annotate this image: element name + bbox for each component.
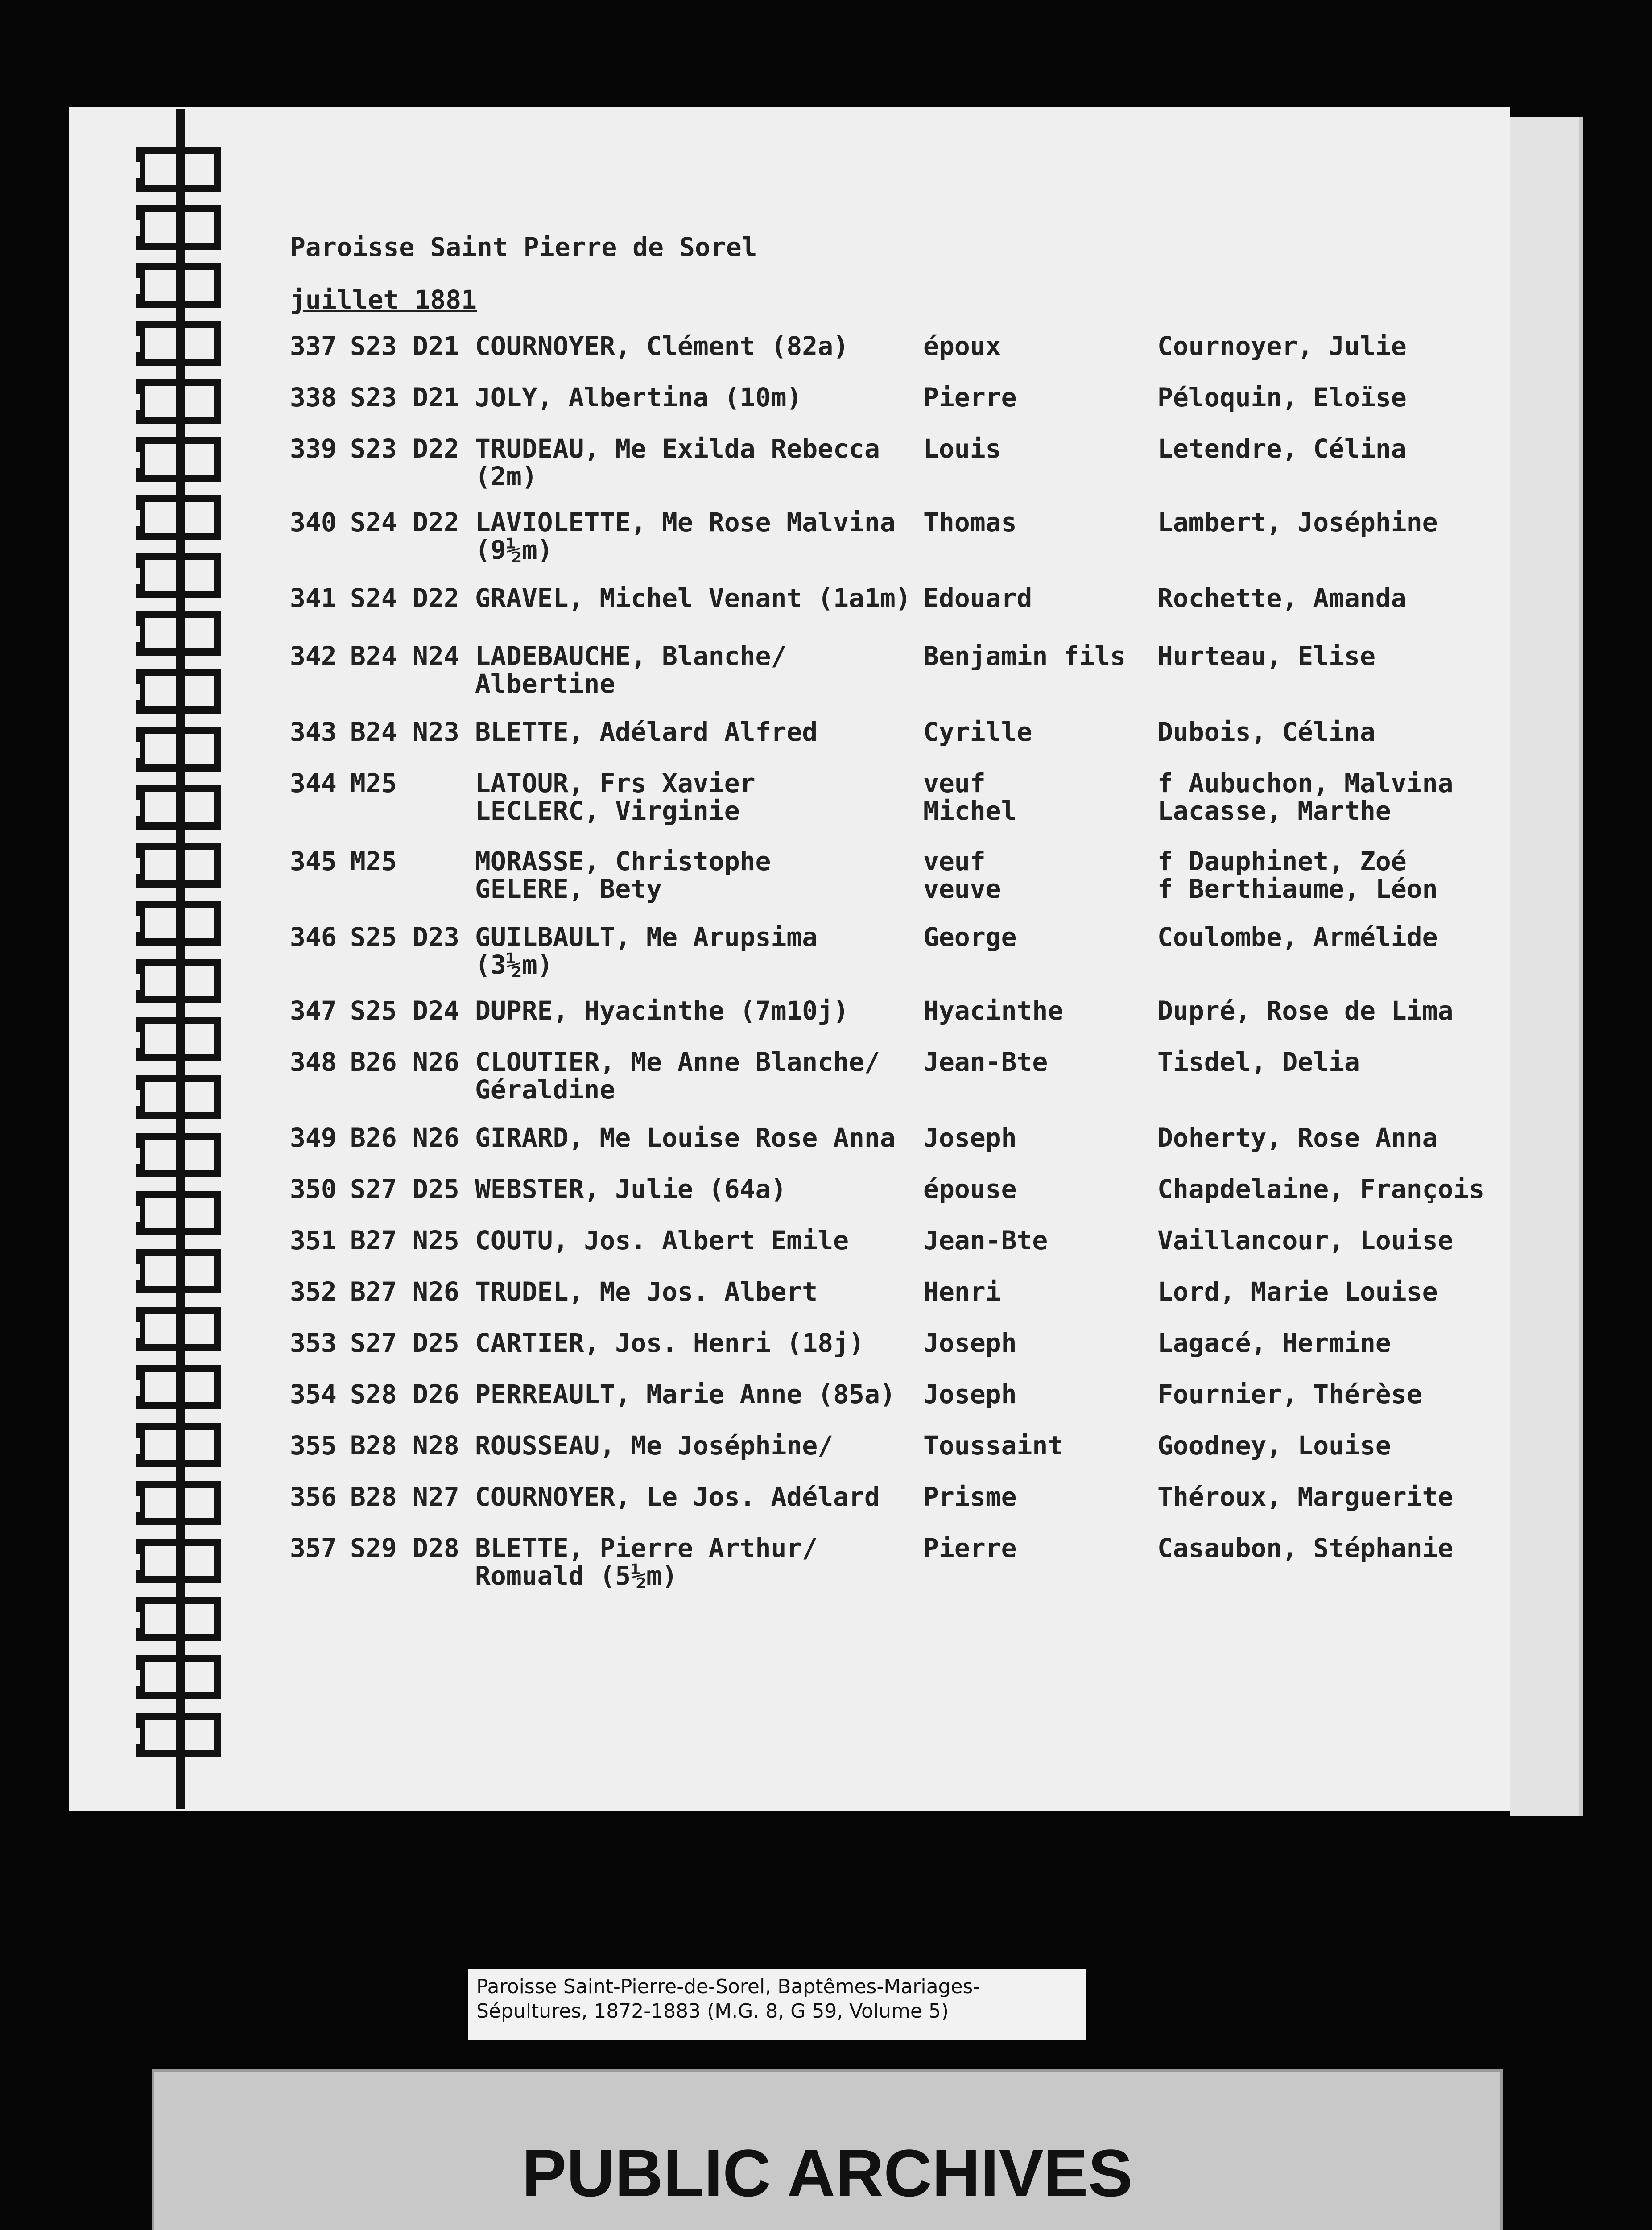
binding-ring [136, 1075, 221, 1119]
entry-code2: N26 [413, 1123, 459, 1153]
entry-code1: B24 [350, 717, 397, 747]
entry-parent-line: Tisdel, Delia [1157, 1047, 1360, 1077]
entry-name [475, 1124, 896, 1152]
entry-name-line: LATOUR, Frs Xavier [475, 768, 756, 798]
binding-ring [136, 1655, 221, 1699]
entry-parent [1157, 384, 1407, 411]
entry-role [923, 1278, 1001, 1305]
entry-role [923, 384, 1017, 411]
entry-num: 346 [290, 922, 337, 952]
entry-code1: S23 [350, 331, 397, 361]
entry-parent-line: f Dauphinet, Zoé [1157, 846, 1407, 876]
entry-role-line: épouse [923, 1174, 1017, 1204]
entry-role [923, 997, 1063, 1024]
entry-role [923, 1175, 1017, 1203]
entry-num: 356 [290, 1482, 337, 1512]
reference-line-1: Paroisse Saint-Pierre-de-Sorel, Baptêmes-Mariages- [476, 1975, 980, 1998]
entry-parent-line: Goodney, Louise [1157, 1430, 1391, 1461]
entry-parent [1157, 1380, 1422, 1408]
entry-role [923, 1124, 1017, 1152]
entry-code1: S23 [350, 382, 397, 413]
entry-code2: D21 [413, 382, 459, 413]
entry-name-line: GIRARD, Me Louise Rose Anna [475, 1123, 896, 1153]
entry-num: 343 [290, 717, 337, 747]
entry-parent [1157, 997, 1453, 1024]
entry-name [475, 1226, 849, 1254]
entry-role-line: veuf [923, 768, 986, 798]
binding-ring [136, 1017, 221, 1061]
entry-parent-line: Rochette, Amanda [1157, 583, 1407, 613]
entry-name [475, 584, 911, 612]
entry-parent-line: Théroux, Marguerite [1157, 1482, 1454, 1512]
entry-parent-line: Casaubon, Stéphanie [1157, 1533, 1454, 1563]
entry-parent-line: Coulombe, Armélide [1157, 922, 1438, 952]
entry-num: 357 [290, 1533, 337, 1563]
entry-role-line: Jean-Bte [923, 1225, 1048, 1255]
entry-parent [1157, 1483, 1453, 1511]
entry-code1: S24 [350, 507, 397, 537]
entry-parent [1157, 1226, 1453, 1254]
entry-code2: N27 [413, 1482, 459, 1512]
binding-ring [136, 495, 221, 540]
entry-parent [1157, 923, 1438, 951]
entry-role-line: George [923, 922, 1017, 952]
entry-num: 344 [290, 768, 337, 798]
entry-parent-line: Lambert, Joséphine [1157, 507, 1438, 537]
entry-role-line: veuve [923, 874, 1001, 904]
entry-name [475, 332, 849, 360]
entry-parent [1157, 718, 1375, 746]
entry-name-line: (3½m) [475, 950, 553, 980]
entry-parent [1157, 1048, 1360, 1076]
binding-ring [136, 1539, 221, 1583]
entry-code2: N24 [413, 641, 459, 671]
entry-code1: S23 [350, 434, 397, 464]
entry-role [923, 1534, 1017, 1562]
binding-ring [136, 1249, 221, 1293]
entry-name [475, 1278, 818, 1305]
entry-code2: D25 [413, 1328, 459, 1358]
entry-name-line: TRUDEAU, Me Exilda Rebecca [475, 434, 880, 464]
entry-role-line: Joseph [923, 1123, 1017, 1153]
entry-code2: D25 [413, 1174, 459, 1204]
entry-code2: D22 [413, 434, 459, 464]
entry-code2: D24 [413, 995, 459, 1026]
binding-ring [136, 669, 221, 714]
entry-parent [1157, 1175, 1484, 1203]
entry-role-line: Michel [923, 796, 1017, 826]
entry-name-line: GRAVEL, Michel Venant (1a1m) [475, 583, 911, 613]
entry-code1: B26 [350, 1047, 397, 1077]
entry-name [475, 1048, 880, 1103]
entry-parent-line: Letendre, Célina [1157, 434, 1407, 464]
entry-code1: M25 [350, 768, 397, 798]
binding-ring [136, 1191, 221, 1235]
entry-num: 353 [290, 1328, 337, 1358]
entry-code2: D23 [413, 922, 459, 952]
entry-name [475, 1380, 896, 1408]
entry-name-line: Albertine [475, 669, 615, 699]
entry-role-line: Benjamin fils [923, 641, 1126, 671]
entry-name [475, 997, 849, 1024]
entry-name [475, 384, 802, 411]
entry-name-line: Géraldine [475, 1074, 615, 1105]
entry-role-line: Prisme [923, 1482, 1017, 1512]
entry-role [923, 584, 1032, 612]
binding-ring [136, 901, 221, 946]
entry-role [923, 923, 1017, 951]
entry-name-line: COURNOYER, Le Jos. Adélard [475, 1482, 880, 1512]
entry-num: 355 [290, 1430, 337, 1461]
entry-role-line: Pierre [923, 1533, 1017, 1563]
entry-parent [1157, 1534, 1453, 1562]
entry-code1: B24 [350, 641, 397, 671]
parish-header: Paroisse Saint Pierre de Sorel [290, 232, 757, 262]
entry-num: 350 [290, 1174, 337, 1204]
entry-name-line: GUILBAULT, Me Arupsima [475, 922, 818, 952]
entry-parent [1157, 1278, 1438, 1305]
binding-ring [136, 263, 221, 308]
entry-name [475, 847, 771, 903]
entry-name-line: BLETTE, Pierre Arthur/ [475, 1533, 818, 1563]
binding-ring [136, 785, 221, 830]
entry-role-line: Toussaint [923, 1430, 1064, 1461]
entry-code1: B28 [350, 1482, 397, 1512]
entry-role [923, 1329, 1017, 1357]
entry-code1: S29 [350, 1533, 397, 1563]
entry-code1: B28 [350, 1430, 397, 1461]
entry-name [475, 1329, 864, 1357]
entry-parent-line: Dubois, Célina [1157, 717, 1375, 747]
entry-code1: B26 [350, 1123, 397, 1153]
binding-ring [136, 379, 221, 424]
entry-parent-line: Chapdelaine, François [1157, 1174, 1485, 1204]
entry-name [475, 435, 880, 490]
entry-name-line: WEBSTER, Julie (64a) [475, 1174, 787, 1204]
binding-ring [136, 1597, 221, 1641]
entry-parent-line: Lord, Marie Louise [1157, 1276, 1438, 1307]
entry-num: 340 [290, 507, 337, 537]
binding-ring [136, 1133, 221, 1177]
archives-plate [152, 2069, 1503, 2230]
reference-line-2: Sépultures, 1872-1883 (M.G. 8, G 59, Volume 5) [476, 2000, 949, 2023]
binding-ring [136, 205, 221, 250]
entry-name-line: BLETTE, Adélard Alfred [475, 717, 818, 747]
page-stack-edge [1510, 117, 1583, 1816]
entry-num: 351 [290, 1225, 337, 1255]
entry-role-line: Hyacinthe [923, 995, 1064, 1026]
entry-role-line: Joseph [923, 1379, 1017, 1409]
entry-name-line: JOLY, Albertina (10m) [475, 382, 802, 413]
entry-parent-line: Vaillancour, Louise [1157, 1225, 1454, 1255]
entry-num: 347 [290, 995, 337, 1026]
entry-num: 337 [290, 331, 337, 361]
entry-num: 349 [290, 1123, 337, 1153]
entry-role [923, 508, 1017, 536]
entry-parent [1157, 1432, 1391, 1459]
entry-role-line: Louis [923, 434, 1001, 464]
entry-parent-line: Cournoyer, Julie [1157, 331, 1407, 361]
entry-role [923, 1432, 1063, 1459]
binding-ring [136, 1423, 221, 1467]
entry-role [923, 718, 1032, 746]
entry-name [475, 718, 818, 746]
entry-parent [1157, 332, 1407, 360]
entry-parent-line: Péloquin, Eloïse [1157, 382, 1407, 413]
entry-role-line: Jean-Bte [923, 1047, 1048, 1077]
entry-code1: S27 [350, 1174, 397, 1204]
binding-ring [136, 611, 221, 656]
entry-name-line: (2m) [475, 461, 537, 491]
archives-line-english: PUBLIC ARCHIVES [522, 2135, 1133, 2210]
entry-num: 354 [290, 1379, 337, 1409]
reference-label [468, 1969, 1086, 2040]
entry-role [923, 847, 1001, 903]
entry-role [923, 1380, 1017, 1408]
entry-code2: N26 [413, 1047, 459, 1077]
entry-name [475, 1432, 833, 1459]
entry-code1: S28 [350, 1379, 397, 1409]
binding-ring [136, 1713, 221, 1757]
entry-code1: S25 [350, 922, 397, 952]
entry-parent [1157, 642, 1375, 670]
entry-name [475, 508, 896, 564]
entry-num: 348 [290, 1047, 337, 1077]
entry-role-line: Pierre [923, 382, 1017, 413]
entry-parent [1157, 847, 1438, 903]
entry-code1: M25 [350, 846, 397, 876]
entry-num: 341 [290, 583, 337, 613]
entry-name-line: MORASSE, Christophe [475, 846, 771, 876]
entry-code1: B27 [350, 1225, 397, 1255]
entry-parent [1157, 508, 1438, 536]
entry-name [475, 642, 786, 698]
entry-role [923, 1483, 1017, 1511]
entry-parent-line: Hurteau, Elise [1157, 641, 1375, 671]
entry-num: 338 [290, 382, 337, 413]
binding-ring [136, 437, 221, 482]
entry-role-line: Joseph [923, 1328, 1017, 1358]
entry-name-line: COURNOYER, Clément (82a) [475, 331, 849, 361]
entry-code1: S24 [350, 583, 397, 613]
entry-name-line: LECLERC, Virginie [475, 796, 740, 826]
entry-code2: D22 [413, 507, 459, 537]
entry-num: 339 [290, 434, 337, 464]
entry-name-line: CLOUTIER, Me Anne Blanche/ [475, 1047, 880, 1077]
month-heading: juillet 1881 [290, 285, 477, 315]
entry-code2: D26 [413, 1379, 459, 1409]
entry-code2: D21 [413, 331, 459, 361]
entry-code1: B27 [350, 1276, 397, 1307]
entry-name-line: PERREAULT, Marie Anne (85a) [475, 1379, 896, 1409]
entry-name-line: LADEBAUCHE, Blanche/ [475, 641, 787, 671]
entry-role [923, 1048, 1048, 1076]
entry-name [475, 769, 756, 825]
entry-num: 342 [290, 641, 337, 671]
entry-parent-line: Dupré, Rose de Lima [1157, 995, 1454, 1026]
entry-name-line: GELERE, Bety [475, 874, 662, 904]
entry-name-line: TRUDEL, Me Jos. Albert [475, 1276, 818, 1307]
entry-code2: N26 [413, 1276, 459, 1307]
binding-ring [136, 843, 221, 888]
entry-parent [1157, 1124, 1438, 1152]
entry-code2: D28 [413, 1533, 459, 1563]
entry-parent-line: f Aubuchon, Malvina [1157, 768, 1454, 798]
entry-role [923, 642, 1126, 670]
entry-role-line: Cyrille [923, 717, 1032, 747]
entry-code2: N28 [413, 1430, 459, 1461]
binding-ring [136, 727, 221, 772]
entry-num: 352 [290, 1276, 337, 1307]
entry-code1: S27 [350, 1328, 397, 1358]
entry-num: 345 [290, 846, 337, 876]
entry-code2: N25 [413, 1225, 459, 1255]
entry-parent [1157, 769, 1453, 825]
entry-parent-line: f Berthiaume, Léon [1157, 874, 1438, 904]
entry-role-line: Henri [923, 1276, 1001, 1307]
entry-parent [1157, 435, 1407, 463]
entry-name-line: ROUSSEAU, Me Joséphine/ [475, 1430, 834, 1461]
entry-name-line: DUPRE, Hyacinthe (7m10j) [475, 995, 849, 1026]
entry-role-line: Edouard [923, 583, 1032, 613]
entry-role [923, 769, 1017, 825]
entry-role-line: Thomas [923, 507, 1017, 537]
entry-code2: N23 [413, 717, 459, 747]
binding-ring [136, 1307, 221, 1351]
entry-parent-line: Lacasse, Marthe [1157, 796, 1391, 826]
entry-name-line: COUTU, Jos. Albert Emile [475, 1225, 849, 1255]
binding-ring [136, 1481, 221, 1525]
entry-role [923, 332, 1001, 360]
entry-code1: S25 [350, 995, 397, 1026]
entry-name-line: CARTIER, Jos. Henri (18j) [475, 1328, 864, 1358]
entry-name [475, 1175, 786, 1203]
binding-ring [136, 321, 221, 366]
binding-ring [136, 553, 221, 598]
entry-name [475, 923, 818, 979]
entry-parent-line: Fournier, Thérèse [1157, 1379, 1422, 1409]
binding-ring [136, 147, 221, 192]
binding-ring [136, 959, 221, 1004]
entry-parent [1157, 584, 1407, 612]
entry-code2: D22 [413, 583, 459, 613]
binding-ring [136, 1365, 221, 1409]
entry-name-line: Romuald (5½m) [475, 1561, 677, 1591]
entry-role-line: époux [923, 331, 1001, 361]
entry-name [475, 1534, 818, 1590]
entry-parent [1157, 1329, 1391, 1357]
entry-name-line: LAVIOLETTE, Me Rose Malvina [475, 507, 896, 537]
entry-role [923, 1226, 1048, 1254]
entry-role-line: veuf [923, 846, 986, 876]
entry-parent-line: Lagacé, Hermine [1157, 1328, 1391, 1358]
entry-role [923, 435, 1001, 463]
entry-parent-line: Doherty, Rose Anna [1157, 1123, 1438, 1153]
entry-name-line: (9½m) [475, 535, 553, 565]
entry-name [475, 1483, 880, 1511]
